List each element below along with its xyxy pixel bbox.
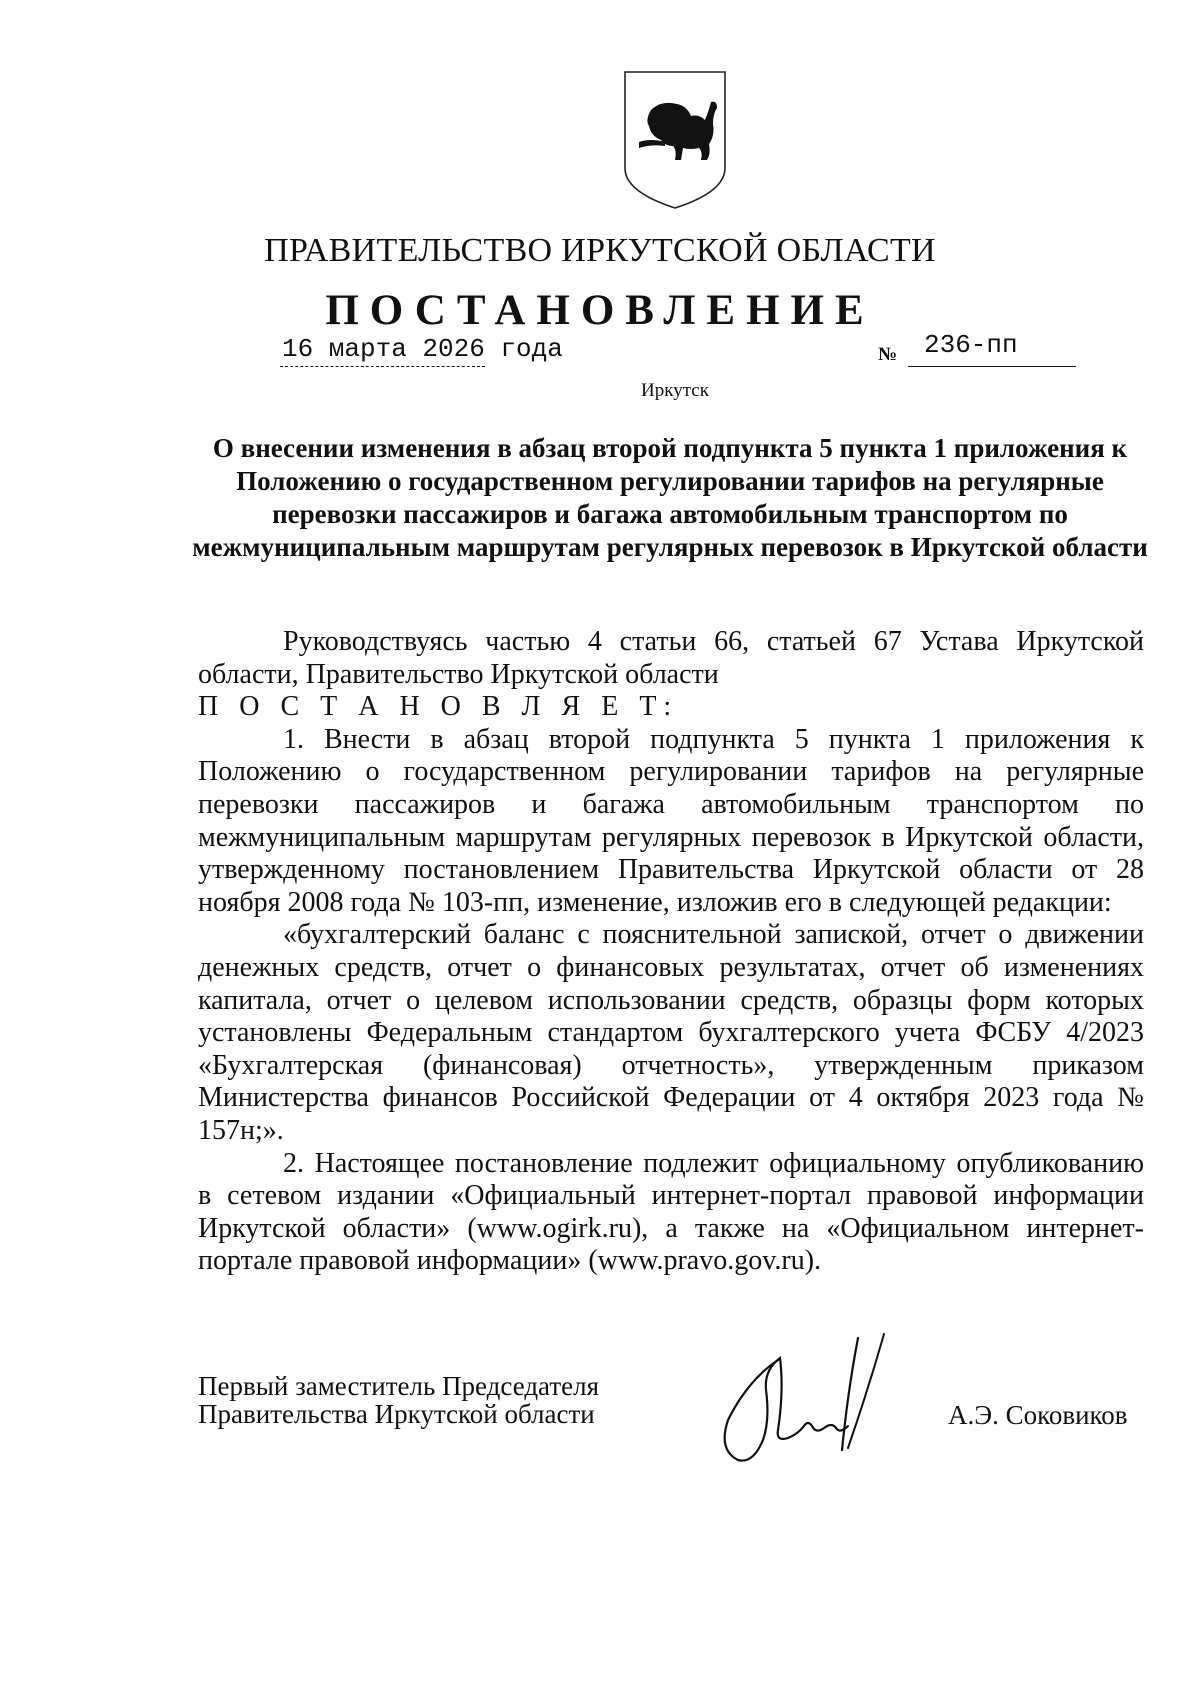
- document-number: 236-пп: [924, 330, 1018, 360]
- organization-title: ПРАВИТЕЛЬСТВО ИРКУТСКОЙ ОБЛАСТИ: [264, 232, 936, 269]
- number-sign: №: [878, 344, 898, 365]
- document-subject: О внесении изменения в абзац второй подпункта 5 пункта 1 приложения к Положению о государственном регулировании тарифов на регулярные перевозки пассажиров и багажа автомобильным транспортом по межмуниципальным маршрутам регулярных перевозок в Иркутской области: [192, 433, 1148, 562]
- document-date: 16 марта 2026 года: [282, 334, 563, 364]
- signatory-position: Первый заместитель Председателя Правительства Иркутской области: [198, 1371, 600, 1429]
- item-2-paragraph: 2. Настоящее постановление подлежит официальному опубликованию в сетевом издании «Официальный интернет-портал правовой информации Иркутской области» (www.ogirk.ru), а также на «Официальном интернет-портале правовой информации» (www.pravo.gov.ru).: [198, 1147, 1144, 1277]
- item-1-paragraph: 1. Внести в абзац второй подпункта 5 пункта 1 приложения к Положению о государственном регулировании тарифов на регулярные перевозки пассажиров и багажа автомобильным транспортом по межмуниципальным маршрутам регулярных перевозок в Иркутской области, утвержденному постановлением Правительства Иркутской области от 28 ноября 2008 года № 103-пп, изменение, изложив его в следующей редакции:: [198, 723, 1144, 918]
- quoted-text-paragraph: «бухгалтерский баланс с пояснительной запиской, отчет о движении денежных средств, отчет о финансовых результатах, отчет об изменениях капитала, отчет о целевом использовании средств, образцы форм которых установлены Федеральным стандартом бухгалтерского учета ФСБУ 4/2023 «Бухгалтерская (финансовая) отчетность», утвержденным приказом Министерства финансов Российской Федерации от 4 октября 2023 года № 157н;».: [198, 919, 1144, 1146]
- date-underline: [280, 366, 485, 367]
- city: Иркутск: [641, 380, 709, 401]
- decree-word: П О С Т А Н О В Л Я Е Т:: [198, 691, 679, 723]
- document-type: ПОСТАНОВЛЕНИЕ: [325, 287, 875, 334]
- preamble-paragraph: Руководствуясь частью 4 статьи 66, статьей 67 Устава Иркутской области, Правительство Иркутской области: [198, 626, 1144, 690]
- document-body: [198, 626, 1144, 1278]
- handwritten-signature: [708, 1330, 898, 1480]
- signatory-name: А.Э. Соковиков: [948, 1400, 1128, 1430]
- coat-of-arms-icon: [621, 70, 729, 210]
- number-underline: [908, 366, 1076, 367]
